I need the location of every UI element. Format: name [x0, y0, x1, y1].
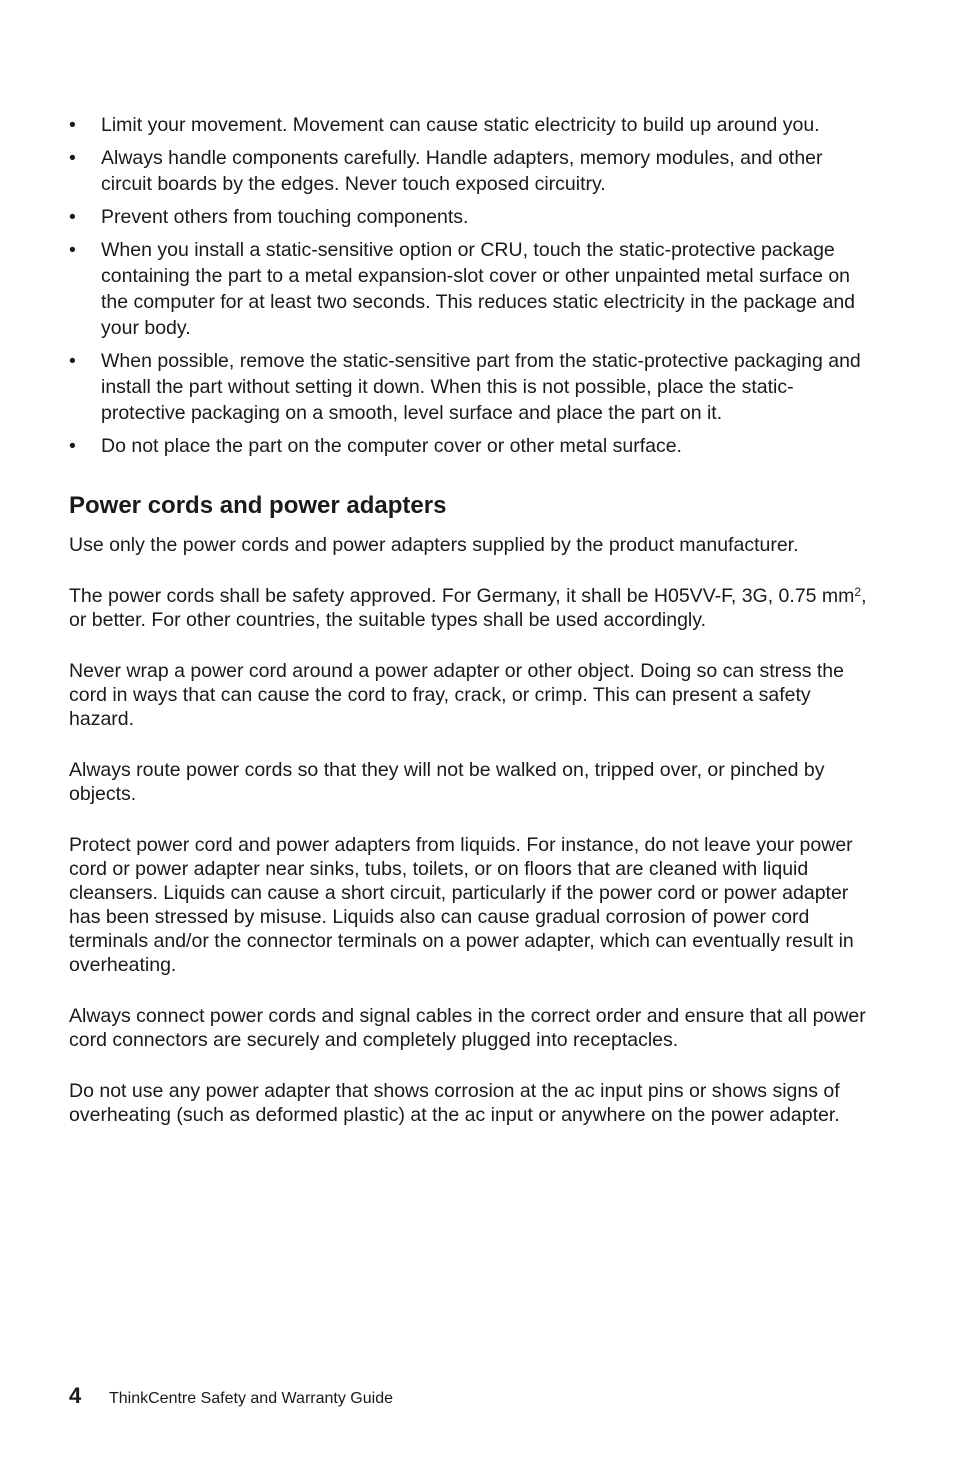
bullet-icon: • [69, 239, 76, 261]
bullet-icon: • [69, 435, 76, 457]
bullet-icon: • [69, 114, 76, 136]
paragraph-safety-approved [69, 584, 869, 632]
list-item [69, 145, 869, 197]
list-item [69, 348, 869, 426]
superscript: 2 [854, 585, 862, 599]
list-item-text: Always handle components carefully. Handle adapters, memory modules, and other circuit boards by the edges. Never touch exposed circuitry. [101, 147, 823, 195]
guide-title: ThinkCentre Safety and Warranty Guide [109, 1390, 393, 1407]
list-item [69, 237, 869, 341]
list-item-text: When you install a static-sensitive option or CRU, touch the static-protective package containing the part to a metal expansion-slot cover or other unpainted metal surface on the computer for at least two seconds. This reduces static electricity in the package and your body. [101, 239, 856, 339]
section-heading: Power cords and power adapters [69, 492, 447, 519]
list-item-text: Do not place the part on the computer cover or other metal surface. [101, 435, 682, 457]
list-item-text: Limit your movement. Movement can cause static electricity to build up around you. [101, 114, 820, 136]
list-item [69, 433, 869, 459]
paragraph-text: The power cords shall be safety approved. For Germany, it shall be H05VV-F, 3G, 0.75 mm [69, 585, 855, 607]
static-precautions-list [69, 112, 869, 459]
paragraph-never-wrap: Never wrap a power cord around a power adapter or other object. Doing so can stress the cord in ways that can cause the cord to fray, crack, or crimp. This can present a safety hazard. [69, 660, 845, 730]
page-content [69, 112, 869, 1154]
paragraph-route-cords: Always route power cords so that they will not be walked on, tripped over, or pinched by objects. [69, 759, 825, 805]
paragraph-text: , or better. For other countries, the suitable types shall be used accordingly. [69, 585, 867, 631]
list-item-text: When possible, remove the static-sensitive part from the static-protective packaging and install the part without setting it down. When this is not possible, place the static-protective packaging on a smooth, level surface and place the part on it. [101, 350, 861, 424]
paragraph-protect-liquids: Protect power cord and power adapters from liquids. For instance, do not leave your power cord or power adapter near sinks, tubs, toilets, or on floors that are cleaned with liquid cleansers. Liquids can cause a short circuit, particularly if the power cord or power adapter has been stressed by misuse. Liquids also can cause gradual corrosion of power cord terminals and/or the connector terminals on a power adapter, which can eventually result in overheating. [69, 834, 854, 976]
paragraph-corrosion: Do not use any power adapter that shows corrosion at the ac input pins or shows signs of overheating (such as deformed plastic) at the ac input or anywhere on the power adapter. [69, 1080, 840, 1126]
list-item [69, 204, 869, 230]
list-item-text: Prevent others from touching components. [101, 206, 469, 228]
paragraph-supplied-cords: Use only the power cords and power adapters supplied by the product manufacturer. [69, 534, 799, 556]
bullet-icon: • [69, 206, 76, 228]
page-number: 4 [69, 1383, 82, 1408]
page-footer [69, 1383, 393, 1409]
bullet-icon: • [69, 350, 76, 372]
list-item [69, 112, 869, 138]
paragraph-connect-order: Always connect power cords and signal cables in the correct order and ensure that all power cord connectors are securely and completely plugged into receptacles. [69, 1005, 866, 1051]
bullet-icon: • [69, 147, 76, 169]
